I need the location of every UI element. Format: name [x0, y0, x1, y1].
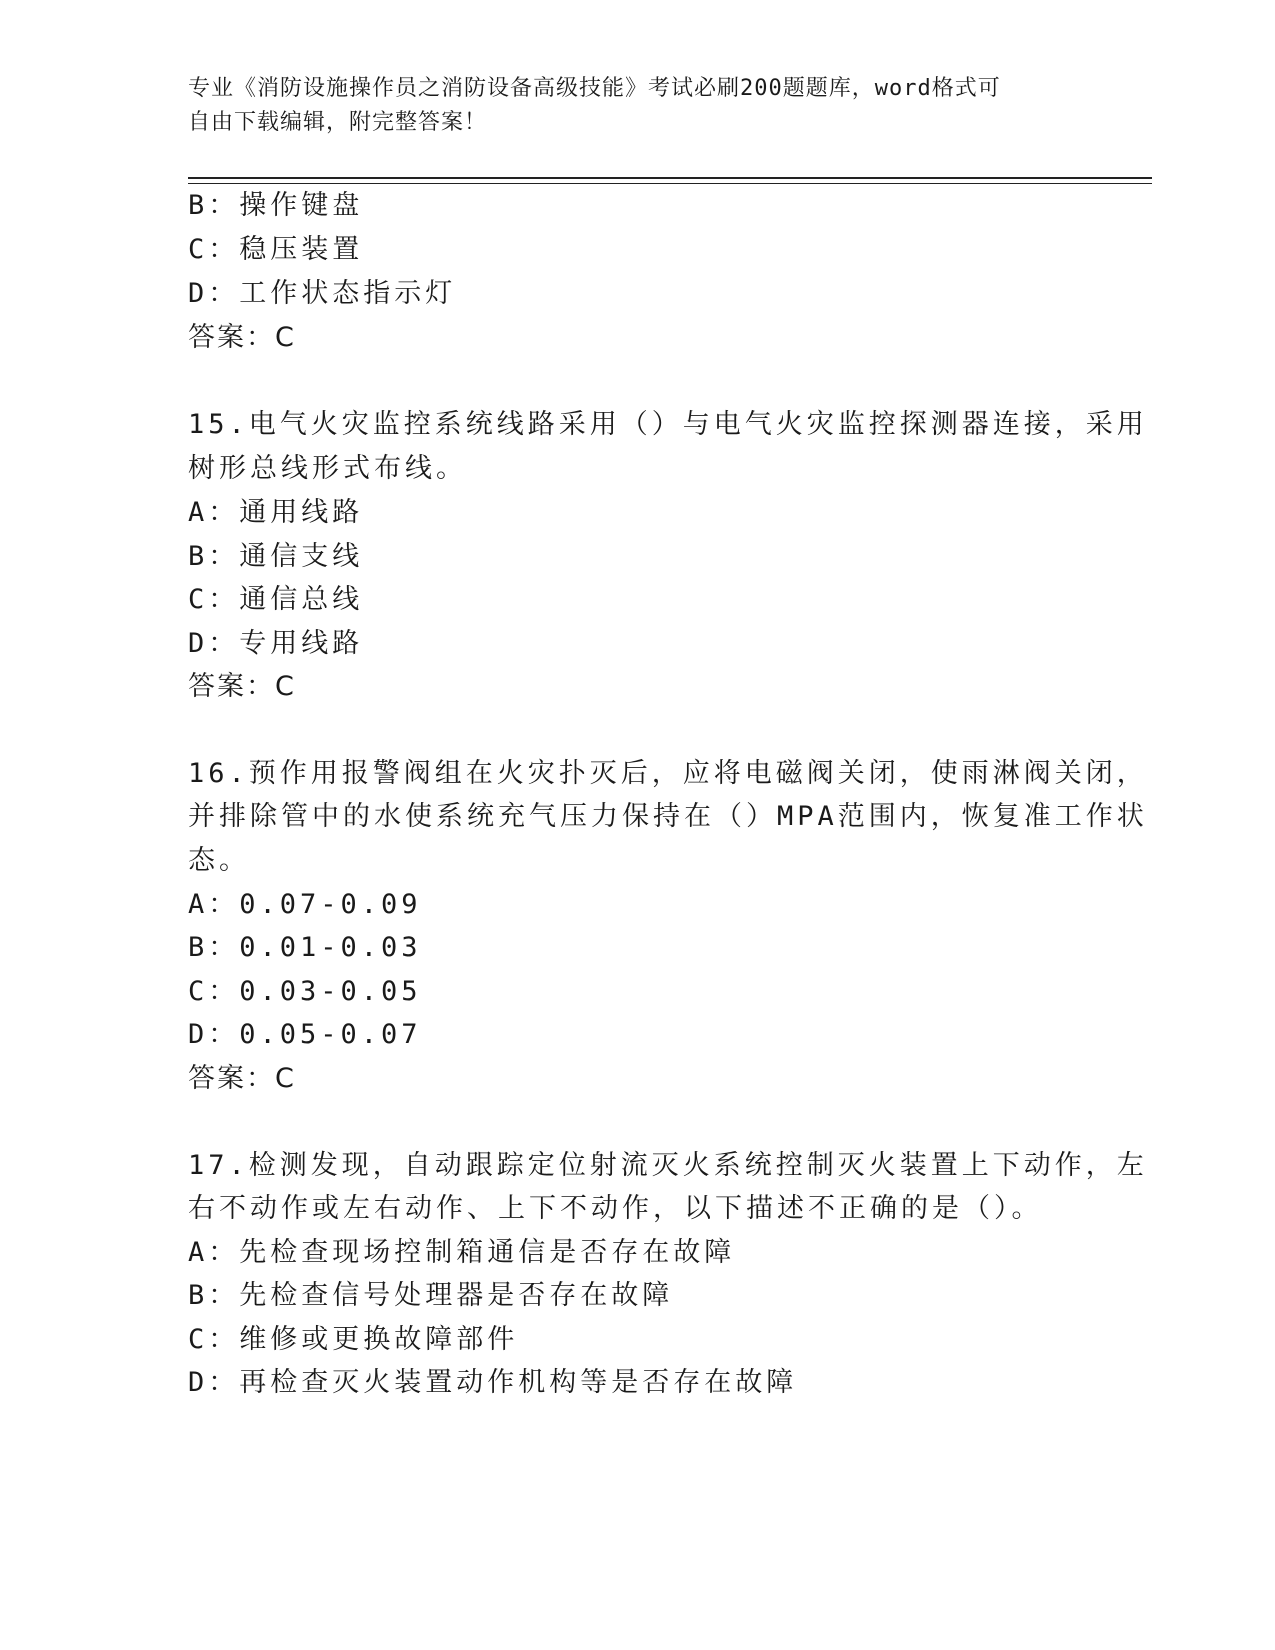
q15-stem-line-2: 树形总线形式布线。 — [188, 453, 467, 484]
q14-option-c: C：稳压装置 — [188, 234, 364, 265]
q14-answer: 答案：C — [188, 322, 296, 353]
q16-answer: 答案：C — [188, 1063, 296, 1094]
q14-option-b: B：操作键盘 — [188, 190, 364, 221]
q15-option-a: A：通用线路 — [188, 497, 364, 528]
q17-option-b: B：先检查信号处理器是否存在故障 — [188, 1280, 674, 1311]
q16-option-a: A：0.07-0.09 — [188, 889, 422, 920]
q16-option-d: D：0.05-0.07 — [188, 1019, 422, 1050]
q15-option-b: B：通信支线 — [188, 541, 364, 572]
header-rule-thin — [188, 183, 1152, 184]
q16-stem-line-3: 态。 — [188, 845, 250, 876]
q15-stem-line-1: 15.电气火灾监控系统线路采用（）与电气火灾监控探测器连接，采用 — [188, 409, 1148, 440]
q14-option-d: D：工作状态指示灯 — [188, 278, 457, 309]
q17-option-d: D：再检查灭火装置动作机构等是否存在故障 — [188, 1367, 798, 1398]
q15-option-d: D：专用线路 — [188, 628, 364, 659]
q15-answer: 答案：C — [188, 671, 296, 702]
q15-option-c: C：通信总线 — [188, 584, 364, 615]
q17-stem-line-1: 17.检测发现，自动跟踪定位射流灭火系统控制灭火装置上下动作，左 — [188, 1150, 1148, 1181]
q16-option-b: B：0.01-0.03 — [188, 932, 422, 963]
q17-option-a: A：先检查现场控制箱通信是否存在故障 — [188, 1237, 736, 1268]
q16-option-c: C：0.03-0.05 — [188, 976, 422, 1007]
q16-stem-line-1: 16.预作用报警阀组在火灾扑灭后，应将电磁阀关闭，使雨淋阀关闭， — [188, 758, 1148, 789]
header-rule-thick — [188, 177, 1152, 179]
header-line-2: 自由下载编辑，附完整答案！ — [188, 110, 488, 135]
q16-stem-line-2: 并排除管中的水使系统充气压力保持在（）MPA范围内，恢复准工作状 — [188, 801, 1148, 832]
document-header — [188, 72, 1068, 140]
q17-stem-line-2: 右不动作或左右动作、上下不动作，以下描述不正确的是（）。 — [188, 1193, 1043, 1224]
q17-option-c: C：维修或更换故障部件 — [188, 1324, 519, 1355]
header-line-1: 专业《消防设施操作员之消防设备高级技能》考试必刷200题题库，word格式可 — [188, 76, 1001, 101]
